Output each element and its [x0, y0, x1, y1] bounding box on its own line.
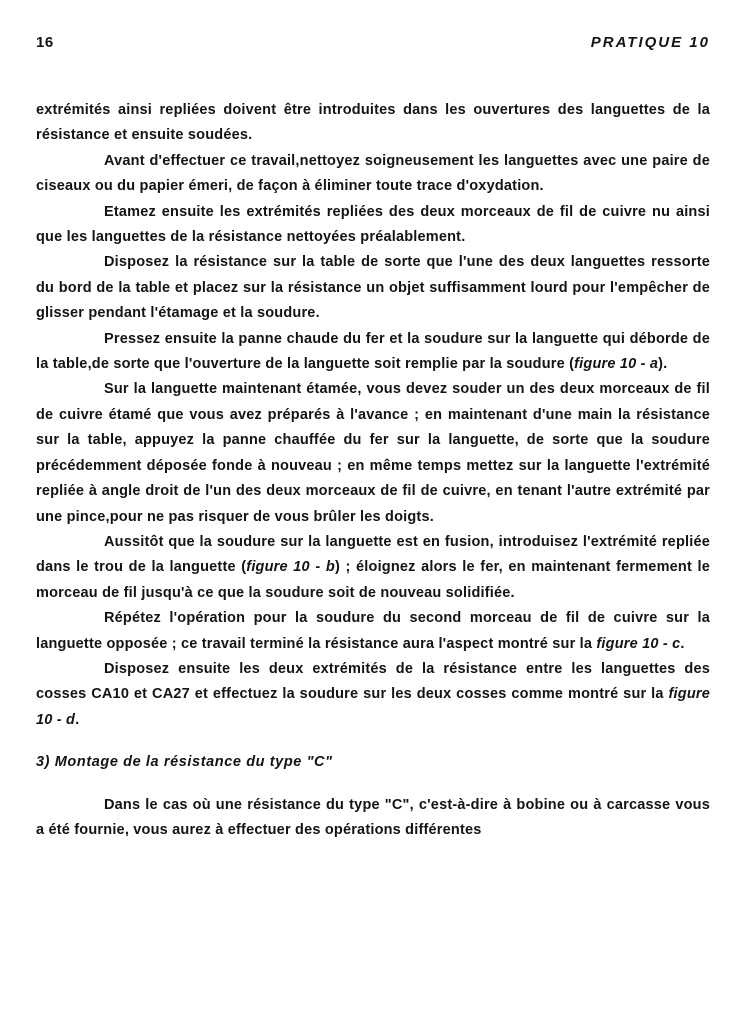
text-run: .	[680, 635, 685, 652]
text-run: extrémités ainsi repliées doivent être introduites dans les ouvertures des languettes de la résistance et ensuite soudées.	[36, 102, 710, 144]
section-heading: 3) Montage de la résistance du type "C"	[36, 754, 333, 771]
text-run: Etamez ensuite les extrémités repliées des deux morceaux de fil de cuivre nu ainsi que les languettes de la résistance nettoyées préalablement.	[36, 203, 710, 246]
paragraph	[36, 377, 710, 529]
paragraph	[36, 250, 710, 326]
text-run: .	[75, 711, 80, 728]
paragraph	[36, 98, 710, 149]
figure-reference: figure 10 - a	[574, 356, 659, 373]
text-run: Aussitôt que la soudure sur la languette est en fusion, introduisez l'extrémité repliée dans le trou de la languette (	[36, 533, 710, 576]
body-text	[36, 98, 710, 843]
text-run: Avant d'effectuer ce travail,nettoyez soigneusement les languettes avec une paire de ciseaux ou du papier émeri, de façon à éliminer toute trace d'oxydation.	[36, 152, 710, 195]
text-run: Pressez ensuite la panne chaude du fer et la soudure sur la languette qui déborde de la table,de sorte que l'ouverture de la languette soit remplie par la soudure (	[36, 330, 710, 373]
figure-reference: figure 10 - b	[246, 559, 335, 576]
figure-reference: figure 10 - d	[36, 686, 710, 728]
paragraph	[36, 606, 710, 657]
paragraph: Dans le cas où une résistance du type "C", c'est-à-dire à bobine ou à carcasse vous a été fournie, vous aurez à effectuer des opérations différentes	[36, 796, 710, 838]
text-run: ).	[658, 356, 668, 373]
paragraph	[36, 657, 710, 733]
text-run: Disposez la résistance sur la table de sorte que l'une des deux languettes ressorte du bord de la table et placez sur la résistance un objet suffisamment lourd pour l'empêcher de glisser pendant l'étamage et la soudure.	[36, 254, 710, 322]
paragraph-list	[36, 98, 710, 733]
text-run: ) ; éloignez alors le fer, en maintenant fermement le morceau de fil jusqu'à ce que la soudure soit de nouveau solidifiée.	[36, 559, 711, 601]
page-number: 16	[36, 34, 54, 51]
paragraph	[36, 200, 710, 251]
paragraph	[36, 327, 710, 378]
text-run: Sur la languette maintenant étamée, vous devez souder un des deux morceaux de fil de cuivre étamé que vous avez préparés à l'avance ; en maintenant d'une main la résistance sur la table, appuyez la panne chauffée du fer sur la languette, de sorte que la soudure précédemment déposée fonde à nouveau ; en même temps mettez sur la languette l'extrémité repliée à angle droit de l'un des deux morceaux de fil de cuivre, en tenant l'autre extrémité par une pince,pour ne pas risquer de vous brûler les doigts.	[36, 381, 710, 525]
page-header	[36, 34, 710, 64]
running-title: PRATIQUE 10	[590, 34, 710, 51]
text-run: Répétez l'opération pour la soudure du second morceau de fil de cuivre sur la languette opposée ; ce travail terminé la résistance aura l'aspect montré sur la	[36, 610, 710, 652]
paragraph	[36, 530, 710, 606]
document-page	[36, 34, 710, 843]
paragraph	[36, 149, 710, 200]
figure-reference: figure 10 - c	[596, 635, 681, 652]
text-run: Disposez ensuite les deux extrémités de la résistance entre les languettes des cosses CA10 et CA27 et effectuez la soudure sur les deux cosses comme montré sur la	[36, 660, 710, 703]
